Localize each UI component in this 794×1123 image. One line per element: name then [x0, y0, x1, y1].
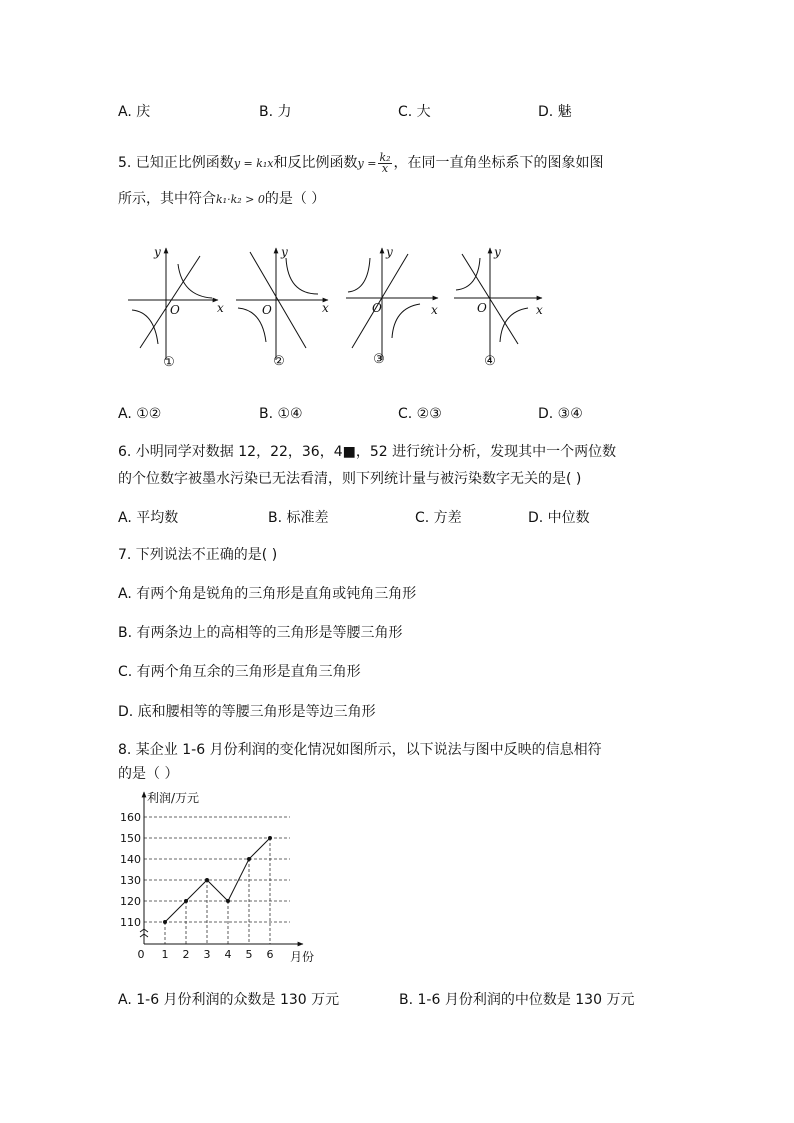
- q5-eq1: y = k₁x: [233, 157, 274, 170]
- y-tick-label: 120: [120, 895, 141, 908]
- q7-stem: 7. 下列说法不正确的是( ): [118, 547, 278, 563]
- q5-text-e: 的是（ ）: [264, 191, 326, 207]
- y-tick-label: 150: [120, 832, 141, 845]
- y-tick-label: 160: [120, 811, 141, 824]
- graph-3-y-label: y: [386, 245, 393, 259]
- chart-x-label: 月份: [290, 950, 315, 964]
- graph-2-origin: O: [262, 303, 272, 317]
- x-tick-label: 1: [161, 948, 169, 961]
- q6-stem-line1: 6. 小明同学对数据 12，22，36，4■，52 进行统计分析，发现其中一个两位数: [118, 444, 617, 460]
- graph-4-label: ④: [484, 354, 496, 369]
- q5-text-c: ，在同一直角坐标系下的图象如图: [393, 155, 604, 171]
- data-point-month-4: [226, 899, 230, 903]
- chart-grid: [144, 817, 290, 944]
- graph-4-origin: O: [477, 301, 487, 315]
- q7-option-a: A. 有两个角是锐角的三角形是直角或钝角三角形: [118, 586, 417, 602]
- q5-eq2-den: x: [381, 161, 389, 175]
- q5-text-a: 5. 已知正比例函数: [118, 155, 234, 171]
- chart-origin-label: 0: [137, 948, 145, 961]
- q7-option-d: D. 底和腰相等的等腰三角形是等边三角形: [118, 704, 376, 720]
- graph-2-label: ②: [273, 354, 285, 369]
- x-tick-label: 3: [203, 948, 211, 961]
- q5-condition: k₁·k₂ > 0: [216, 193, 265, 206]
- q5-eq2-num: k₂: [379, 150, 391, 164]
- graph-2: [236, 248, 328, 360]
- data-point-month-2: [184, 899, 188, 903]
- q5-option-c: C. ②③: [398, 406, 442, 422]
- graph-3-x-label: x: [431, 303, 438, 317]
- graph-4-x-label: x: [536, 303, 543, 317]
- x-tick-label: 4: [224, 948, 232, 961]
- q7-option-b: B. 有两条边上的高相等的三角形是等腰三角形: [118, 625, 403, 641]
- q5-option-d: D. ③④: [538, 406, 583, 422]
- q5-option-a: A. ①②: [118, 406, 162, 422]
- graph-2-x-label: x: [322, 301, 329, 315]
- graph-2-y-label: y: [281, 245, 288, 259]
- y-tick-label: 130: [120, 874, 141, 887]
- q4-option-a: A. 庆: [118, 104, 151, 120]
- graph-1-x-label: x: [217, 301, 224, 315]
- x-tick-label: 6: [266, 948, 274, 961]
- q6-option-a: A. 平均数: [118, 510, 179, 526]
- q5-text-d: 所示，其中符合: [118, 191, 216, 207]
- graph-1-label: ①: [163, 355, 175, 370]
- x-tick-label: 5: [245, 948, 253, 961]
- data-point-month-3: [205, 878, 209, 882]
- q5-eq2-fraction: [378, 150, 391, 175]
- data-point-month-5: [247, 857, 251, 861]
- graph-4: [454, 248, 542, 360]
- x-tick-label: 2: [182, 948, 190, 961]
- graph-3-origin: O: [372, 301, 382, 315]
- profit-line-chart: [110, 786, 340, 968]
- graph-3: [346, 248, 438, 360]
- q8-stem-line1: 8. 某企业 1-6 月份利润的变化情况如图所示，以下说法与图中反映的信息相符: [118, 742, 602, 758]
- graph-4-y-label: y: [494, 245, 501, 259]
- q5-eq2-left: y =: [357, 157, 377, 170]
- q8-option-b: B. 1-6 月份利润的中位数是 130 万元: [399, 992, 635, 1008]
- q4-option-c: C. 大: [398, 104, 431, 120]
- y-tick-label: 140: [120, 853, 141, 866]
- q5-stem-line2: [118, 188, 325, 208]
- q4-option-b: B. 力: [259, 104, 292, 120]
- y-tick-label: 110: [120, 916, 141, 929]
- q5-text-b: 和反比例函数: [273, 155, 358, 171]
- q8-stem-line2: 的是（ ）: [118, 766, 179, 782]
- data-point-month-6: [268, 836, 272, 840]
- data-point-month-1: [163, 920, 167, 924]
- q7-option-c: C. 有两个角互余的三角形是直角三角形: [118, 664, 361, 680]
- q6-option-c: C. 方差: [415, 510, 462, 526]
- q4-option-d: D. 魅: [538, 104, 572, 120]
- chart-y-label: 利润/万元: [147, 791, 200, 805]
- graph-1-y-label: y: [154, 245, 161, 259]
- q6-option-d: D. 中位数: [528, 510, 590, 526]
- q5-graphs: [120, 238, 560, 372]
- graph-3-label: ③: [373, 352, 385, 367]
- q6-stem-line2: 的个位数字被墨水污染已无法看清，则下列统计量与被污染数字无关的是( ): [118, 471, 582, 487]
- graph-1-origin: O: [170, 303, 180, 317]
- q5-option-b: B. ①④: [259, 406, 303, 422]
- q8-option-a: A. 1-6 月份利润的众数是 130 万元: [118, 992, 340, 1008]
- q6-option-b: B. 标准差: [268, 510, 329, 526]
- q5-stem-line1: [118, 152, 604, 174]
